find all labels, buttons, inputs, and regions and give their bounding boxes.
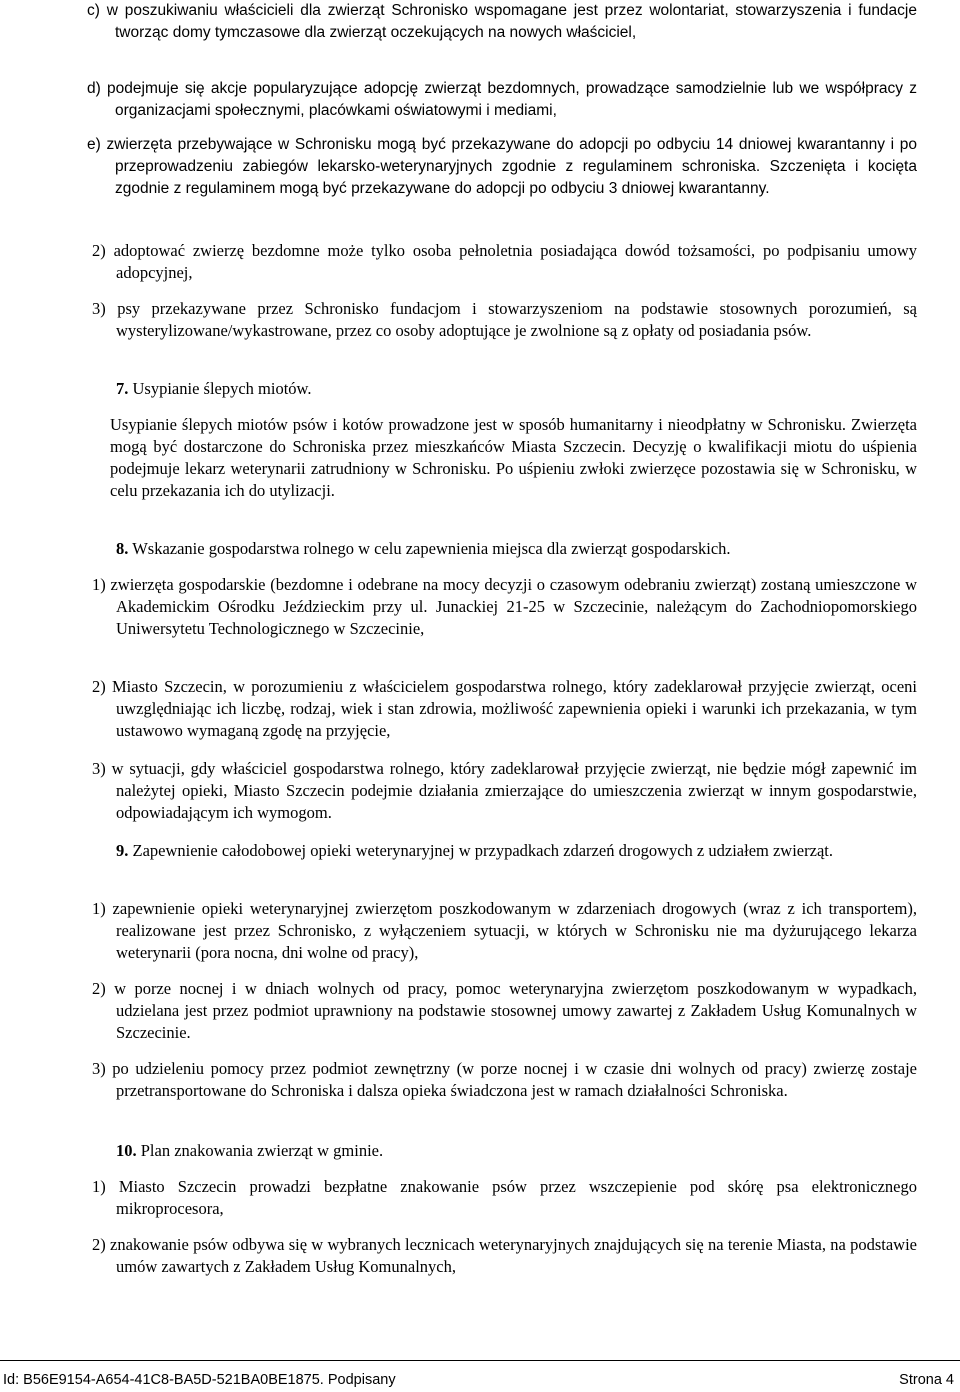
list-item-fundations: [92, 298, 917, 342]
page-footer: [0, 1360, 960, 1392]
list-item-9-2: [92, 978, 918, 1044]
list-item-text: adoptować zwierzę bezdomne może tylko osoba pełnoletnia posiadająca dowód tożsamości, po podpisaniu umowy adopcyjnej,: [113, 241, 917, 282]
paragraph-text: Usypianie ślepych miotów psów i kotów prowadzone jest w sposób humanitarny i nieodpłatny w Schronisku. Zwierzęta mogą być dostarczone do Schroniska przez mieszkańców Miasta Szczecin. Decyzję o kwalifikacji miotu do uśpienia podejmuje lekarz weterynarii zatrudniony w Schronisku. Po uśpieniu zwłoki zwierzęce pozostawia się w Schronisku, w celu przekazania ich do utylizacji.: [110, 415, 917, 500]
sub-item-label: d): [87, 80, 101, 97]
list-item-9-3: [92, 1058, 917, 1102]
list-item-label: 1): [92, 575, 106, 594]
list-item-8-2: [92, 676, 917, 742]
page-number: Strona 4: [899, 1372, 954, 1388]
list-item-label: 1): [92, 899, 106, 918]
list-item-text: w sytuacji, gdy właściciel gospodarstwa rolnego, który zadeklarował przyjęcie zwierząt, nie będzie mógł zapewnić im należytej opieki, Miasto Szczecin podejmie działania zmierzające do umieszczenia zwierząt w innym gospodarstwie, odpowiadającym ich wymogom.: [111, 759, 917, 822]
section-body-7: [110, 414, 917, 502]
list-item-text: znakowanie psów odbywa się w wybranych lecznicach weterynaryjnych znajdujących się na terenie Miasta, na podstawie umów zawartych z Zakładem Usług Komunalnych,: [110, 1235, 918, 1276]
list-item-10-2: [92, 1234, 918, 1278]
list-item-adoption: [92, 240, 917, 284]
sub-item-d: [87, 78, 917, 122]
section-title: Wskazanie gospodarstwa rolnego w celu zapewnienia miejsca dla zwierząt gospodarskich.: [132, 539, 731, 558]
document-id: Id: B56E9154-A654-41C8-BA5D-521BA0BE1875. Podpisany: [3, 1372, 396, 1388]
section-number: 10.: [116, 1141, 137, 1160]
list-item-10-1: [92, 1176, 917, 1220]
sub-item-text: w poszukiwaniu właścicieli dla zwierząt Schronisko wspomagane jest przez wolontariat, stowarzyszenia i fundacje tworząc domy tymczasowe dla zwierząt oczekujących na nowych właściciel,: [106, 2, 917, 41]
list-item-label: 3): [92, 299, 106, 318]
list-item-text: zapewnienie opieki weterynaryjnej zwierzętom poszkodowanym w zdarzeniach drogowych (wraz z ich transportem), realizowane jest przez Schronisko, z wyłączeniem sytuacji, w których w Schronisku nie ma dyżurującego lekarza weterynarii (pora nocna, dni wolne od pracy),: [112, 899, 918, 962]
section-heading-7: [116, 378, 917, 400]
list-item-text: psy przekazywane przez Schronisko fundacjom i stowarzyszeniom na podstawie stosownych porozumień, są wysterylizowane/wykastrowane, przez co osoby adoptujące je zwolnione są z opłaty od posiadania psów.: [116, 299, 917, 340]
section-title: Plan znakowania zwierząt w gminie.: [140, 1141, 384, 1160]
sub-item-text: podejmuje się akcje popularyzujące adopcję zwierząt bezdomnych, prowadzące samodzielnie lub we współpracy z organizacjami społecznymi, placówkami oświatowymi i mediami,: [107, 80, 917, 119]
section-heading-10: [116, 1140, 917, 1162]
sub-item-e: [87, 134, 917, 200]
list-item-text: Miasto Szczecin prowadzi bezpłatne znakowanie psów przez wszczepienie pod skórę psa elektronicznego mikroprocesora,: [116, 1177, 917, 1218]
section-title: Usypianie ślepych miotów.: [132, 379, 312, 398]
list-item-9-1: [92, 898, 918, 964]
list-item-label: 2): [92, 1235, 106, 1254]
section-heading-9: [84, 840, 917, 862]
list-item-label: 3): [92, 1059, 106, 1078]
section-heading-8: [116, 538, 917, 560]
list-item-label: 2): [92, 241, 106, 260]
list-item-8-1: [92, 574, 917, 640]
list-item-label: 1): [92, 1177, 106, 1196]
list-item-label: 2): [92, 979, 106, 998]
list-item-label: 3): [92, 759, 106, 778]
section-title: Zapewnienie całodobowej opieki weterynaryjnej w przypadkach zdarzeń drogowych z udziałem zwierząt.: [132, 841, 833, 860]
list-item-text: zwierzęta gospodarskie (bezdomne i odebrane na mocy decyzji o czasowym odebraniu zwierząt) zostaną umieszczone w Akademickim Ośrodku Jeździeckim przy ul. Junackiej 21-25 w Szczecinie, należącym do Zachodniopomorskiego Uniwersytetu Technologicznego w Szczecinie,: [110, 575, 917, 638]
list-item-text: Miasto Szczecin, w porozumieniu z właścicielem gospodarstwa rolnego, który zadeklarował przyjęcie zwierząt, oceni uwzględniając ich liczbę, rodzaj, wiek i stan zdrowia, możliwość zapewnienia opieki i warunki ich przekazania, w tym ustawowo wymaganą zgodę na przyjęcie,: [112, 677, 917, 740]
list-item-label: 2): [92, 677, 106, 696]
sub-item-c: [87, 0, 917, 44]
section-number: 8.: [116, 539, 129, 558]
list-item-8-3: [92, 758, 917, 824]
section-number: 7.: [116, 379, 129, 398]
sub-item-label: e): [87, 136, 101, 153]
sub-item-label: c): [87, 2, 100, 19]
list-item-text: po udzieleniu pomocy przez podmiot zewnętrzny (w porze nocnej i w czasie dni wolnych od pracy) zwierzę zostaje przetransportowane do Schroniska i dalsza opieka świadczona jest w ramach działalności Schroniska.: [112, 1059, 917, 1100]
section-number: 9.: [116, 841, 129, 860]
list-item-text: w porze nocnej i w dniach wolnych od pracy, pomoc weterynaryjna zwierzętom poszkodowanym w wypadkach, udzielana jest przez podmiot uprawniony na podstawie stosownej umowy zawartej z Zakładem Usług Komunalnych w Szczecinie.: [114, 979, 918, 1042]
sub-item-text: zwierzęta przebywające w Schronisku mogą być przekazywane do adopcji po odbyciu 14 dniowej kwarantanny i po przeprowadzeniu zabiegów lekarsko-weterynaryjnych zgodnie z regulaminem schroniska. Szczenięta i kocięta zgodnie z regulaminem mogą być przekazywane do adopcji po odbyciu 3 dniowej kwarantanny.: [106, 136, 917, 197]
